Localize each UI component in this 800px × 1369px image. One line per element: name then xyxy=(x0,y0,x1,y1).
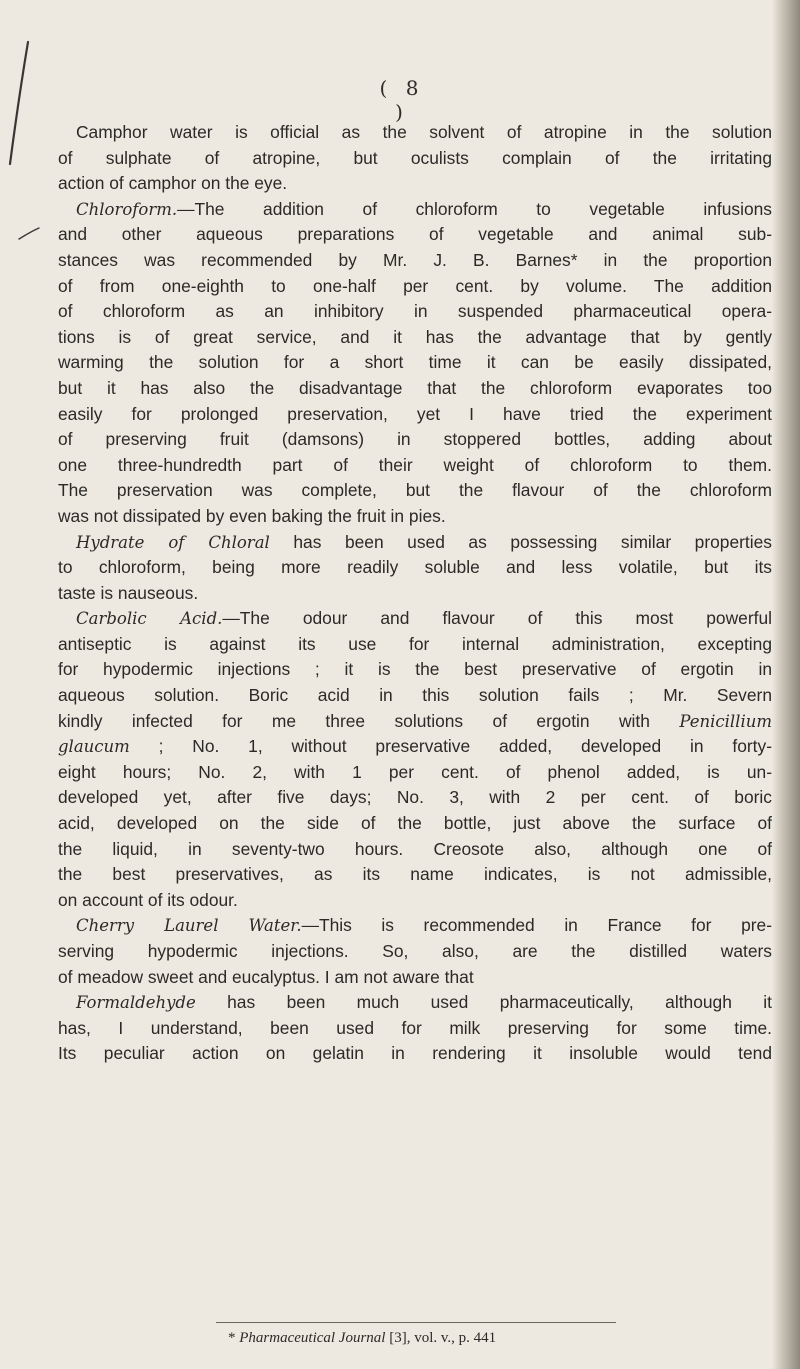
text-segment: —The addition of chloroform to vegetable infusions xyxy=(177,198,772,219)
text-line: tions is of great service, and it has the advantage that by gently xyxy=(58,326,772,347)
footnote xyxy=(228,1328,748,1348)
heading-chloral: Hydrate of Chloral xyxy=(76,532,270,552)
text-line: eight hours; No. 2, with 1 per cent. of phenol added, is un- xyxy=(58,761,772,782)
text-line: Camphor water is official as the solvent of atropine in the solution xyxy=(76,122,772,142)
text-line: of sulphate of atropine, but oculists complain of the irritating xyxy=(58,147,772,168)
text-line: antiseptic is against its use for internal administration, excepting xyxy=(58,633,772,654)
text-line: but it has also the disadvantage that the chloroform evaporates too xyxy=(58,377,772,398)
text-line-glaucum xyxy=(58,734,772,760)
footnote-journal: Pharmaceutical Journal xyxy=(239,1330,386,1346)
paragraph-chloral-first-line xyxy=(58,530,772,556)
text-segment: —This is recommended in France for pre- xyxy=(301,915,772,936)
text-line: to chloroform, being more readily soluble and less volatile, but its xyxy=(58,557,772,578)
text-line: easily for prolonged preservation, yet I have tried the experiment xyxy=(58,403,772,424)
text-line: of preserving fruit (damsons) in stoppered bottles, adding about xyxy=(58,429,772,450)
pencil-tick-mark xyxy=(18,227,40,241)
heading-chloroform: Chloroform. xyxy=(76,199,178,219)
footnote-marker: * xyxy=(228,1330,240,1346)
text-segment: ; No. 1, without preservative added, developed in forty- xyxy=(129,736,772,757)
text-line: acid, developed on the side of the bottle, just above the surface of xyxy=(58,813,772,834)
paragraph-formaldehyde-first-line xyxy=(58,990,772,1016)
text-line: serving hypodermic injections. So, also, are the distilled waters xyxy=(58,941,772,961)
footnote-reference: [3], vol. v., p. 441 xyxy=(385,1330,497,1346)
text-line: on account of its odour. xyxy=(58,889,238,910)
text-line: for hypodermic injections ; it is the best preservative of ergotin in xyxy=(58,659,772,680)
text-line: the liquid, in seventy-two hours. Creosote also, although one of xyxy=(58,838,772,859)
text-segment: kindly infected for me three solutions of ergotin with xyxy=(58,710,680,731)
heading-cherry-laurel: Cherry Laurel Water. xyxy=(76,916,302,936)
text-line: and other aqueous preparations of vegetable and animal sub- xyxy=(58,224,772,245)
text-line: action of camphor on the eye. xyxy=(58,173,288,194)
body-text xyxy=(58,120,772,1067)
text-line: has, I understand, been used for milk preserving for some time. xyxy=(58,1017,772,1038)
text-line: taste is nauseous. xyxy=(58,582,199,603)
heading-formaldehyde: Formaldehyde xyxy=(76,993,196,1013)
text-line: aqueous solution. Boric acid in this solution fails ; Mr. Severn xyxy=(58,685,772,706)
text-segment: has been much used pharmaceutically, although it xyxy=(195,992,772,1013)
text-line-penicillium xyxy=(58,709,772,735)
footnote-rule xyxy=(216,1322,616,1323)
paragraph-cherry-first-line xyxy=(58,913,772,939)
species-glaucum: glaucum xyxy=(58,737,130,757)
heading-carbolic: Carbolic Acid. xyxy=(76,609,223,629)
text-line: was not dissipated by even baking the fruit in pies. xyxy=(58,505,446,526)
text-line: of from one-eighth to one-half per cent. by volume. The addition xyxy=(58,275,772,296)
text-segment: —The odour and flavour of this most powerful xyxy=(222,608,772,629)
text-line: one three-hundredth part of their weight of chloroform to them. xyxy=(58,454,772,475)
text-line: warming the solution for a short time it can be easily dissipated, xyxy=(58,352,772,373)
text-line: of meadow sweet and eucalyptus. I am not aware that xyxy=(58,966,474,987)
paragraph-chloroform-first-line xyxy=(58,197,772,223)
paragraph-carbolic-first-line xyxy=(58,606,772,632)
species-penicillium: Penicillium xyxy=(679,711,772,731)
text-segment: has been used as possessing similar properties xyxy=(269,531,772,552)
pencil-slash-mark xyxy=(4,38,32,168)
page-number: ( 8 ) xyxy=(379,76,425,124)
text-line: The preservation was complete, but the flavour of the chloroform xyxy=(58,480,772,501)
text-line: Its peculiar action on gelatin in rendering it insoluble would tend xyxy=(58,1043,772,1064)
text-line: stances was recommended by Mr. J. B. Barnes* in the proportion xyxy=(58,249,772,270)
text-line: the best preservatives, as its name indicates, is not admissible, xyxy=(58,864,772,885)
book-spine-shadow xyxy=(772,0,800,1369)
text-line: of chloroform as an inhibitory in suspended pharmaceutical opera- xyxy=(58,301,772,322)
text-line: developed yet, after five days; No. 3, with 2 per cent. of boric xyxy=(58,787,772,808)
